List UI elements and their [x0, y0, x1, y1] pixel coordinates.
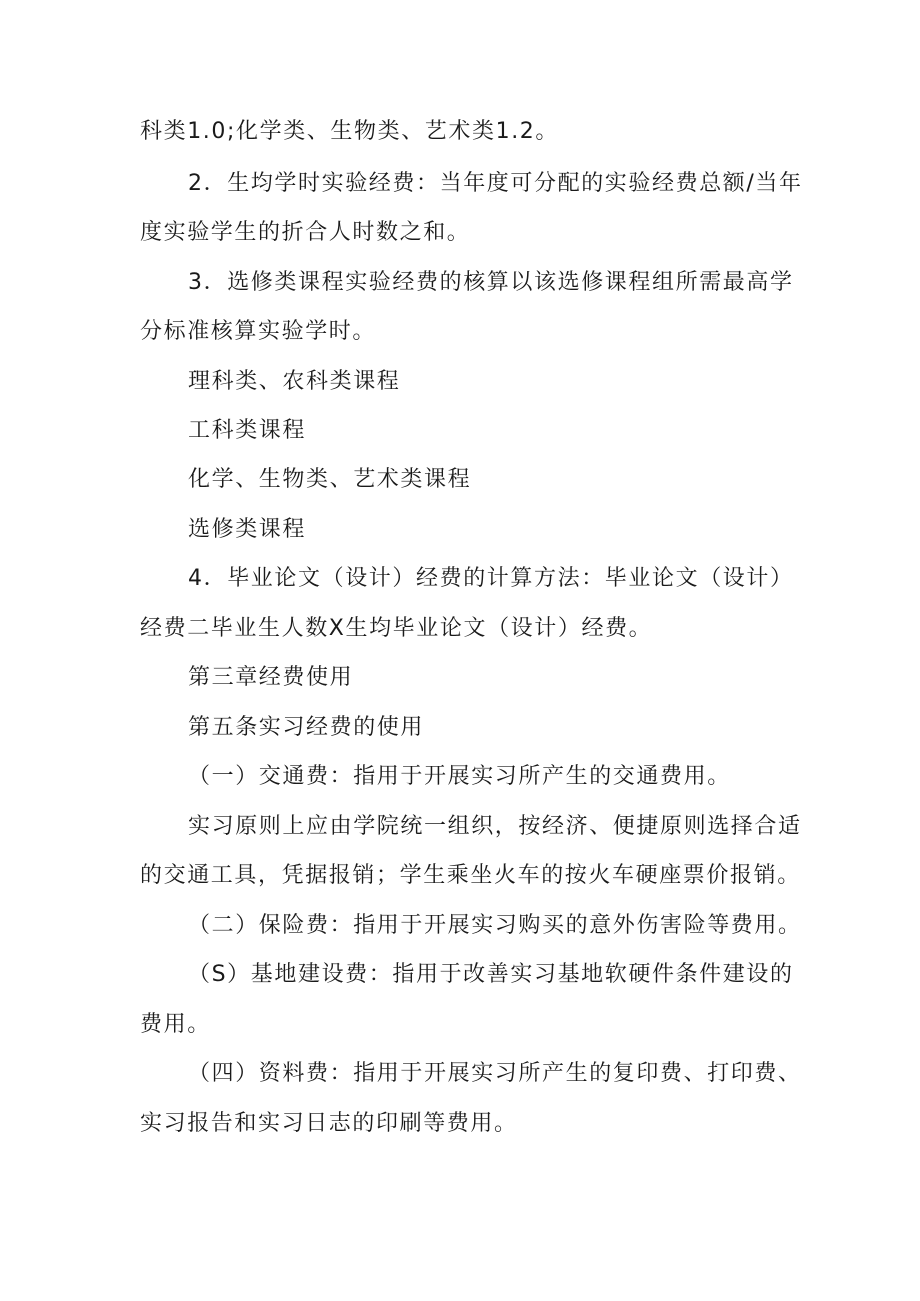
- text-line-16: 的交通工具，凭据报销；学生乘坐火车的按火车硬座票价报销。: [140, 863, 801, 888]
- text-line-19: 费用。: [140, 1012, 211, 1037]
- text-line-4: 3．选修类课程实验经费的核算以该选修课程组所需最高学: [188, 270, 794, 295]
- text-line-20: （四）资料费：指用于开展实习所产生的复印费、打印费、: [188, 1061, 802, 1086]
- article-heading: 第五条实习经费的使用: [188, 715, 425, 740]
- text-line-11: 经费二毕业生人数X生均毕业论文（设计）经费。: [140, 616, 653, 641]
- text-line-3: 度实验学生的折合人时数之和。: [140, 220, 471, 245]
- text-line-6: 理科类、农科类课程: [188, 369, 401, 394]
- chapter-heading: 第三章经费使用: [188, 665, 354, 690]
- text-line-2: 2．生均学时实验经费：当年度可分配的实验经费总额/当年: [188, 171, 803, 196]
- text-line-7: 工科类课程: [188, 418, 307, 443]
- text-line-14: （一）交通费：指用于开展实习所产生的交通费用。: [188, 764, 731, 789]
- text-line-5: 分标准核算实验学时。: [140, 319, 377, 344]
- text-line-15: 实习原则上应由学院统一组织，按经济、便捷原则选择合适: [188, 814, 802, 839]
- text-line-18: （S）基地建设费：指用于改善实习基地软硬件条件建设的: [188, 962, 794, 987]
- text-line-21: 实习报告和实习日志的印刷等费用。: [140, 1111, 518, 1136]
- text-line-1: 科类1.0;化学类、生物类、艺术类1.2。: [140, 119, 559, 144]
- text-line-10: 4．毕业论文（设计）经费的计算方法：毕业论文（设计）: [188, 566, 794, 591]
- text-line-17: （二）保险费：指用于开展实习购买的意外伤害险等费用。: [188, 913, 802, 938]
- text-line-9: 选修类课程: [188, 517, 307, 542]
- text-line-8: 化学、生物类、艺术类课程: [188, 467, 472, 492]
